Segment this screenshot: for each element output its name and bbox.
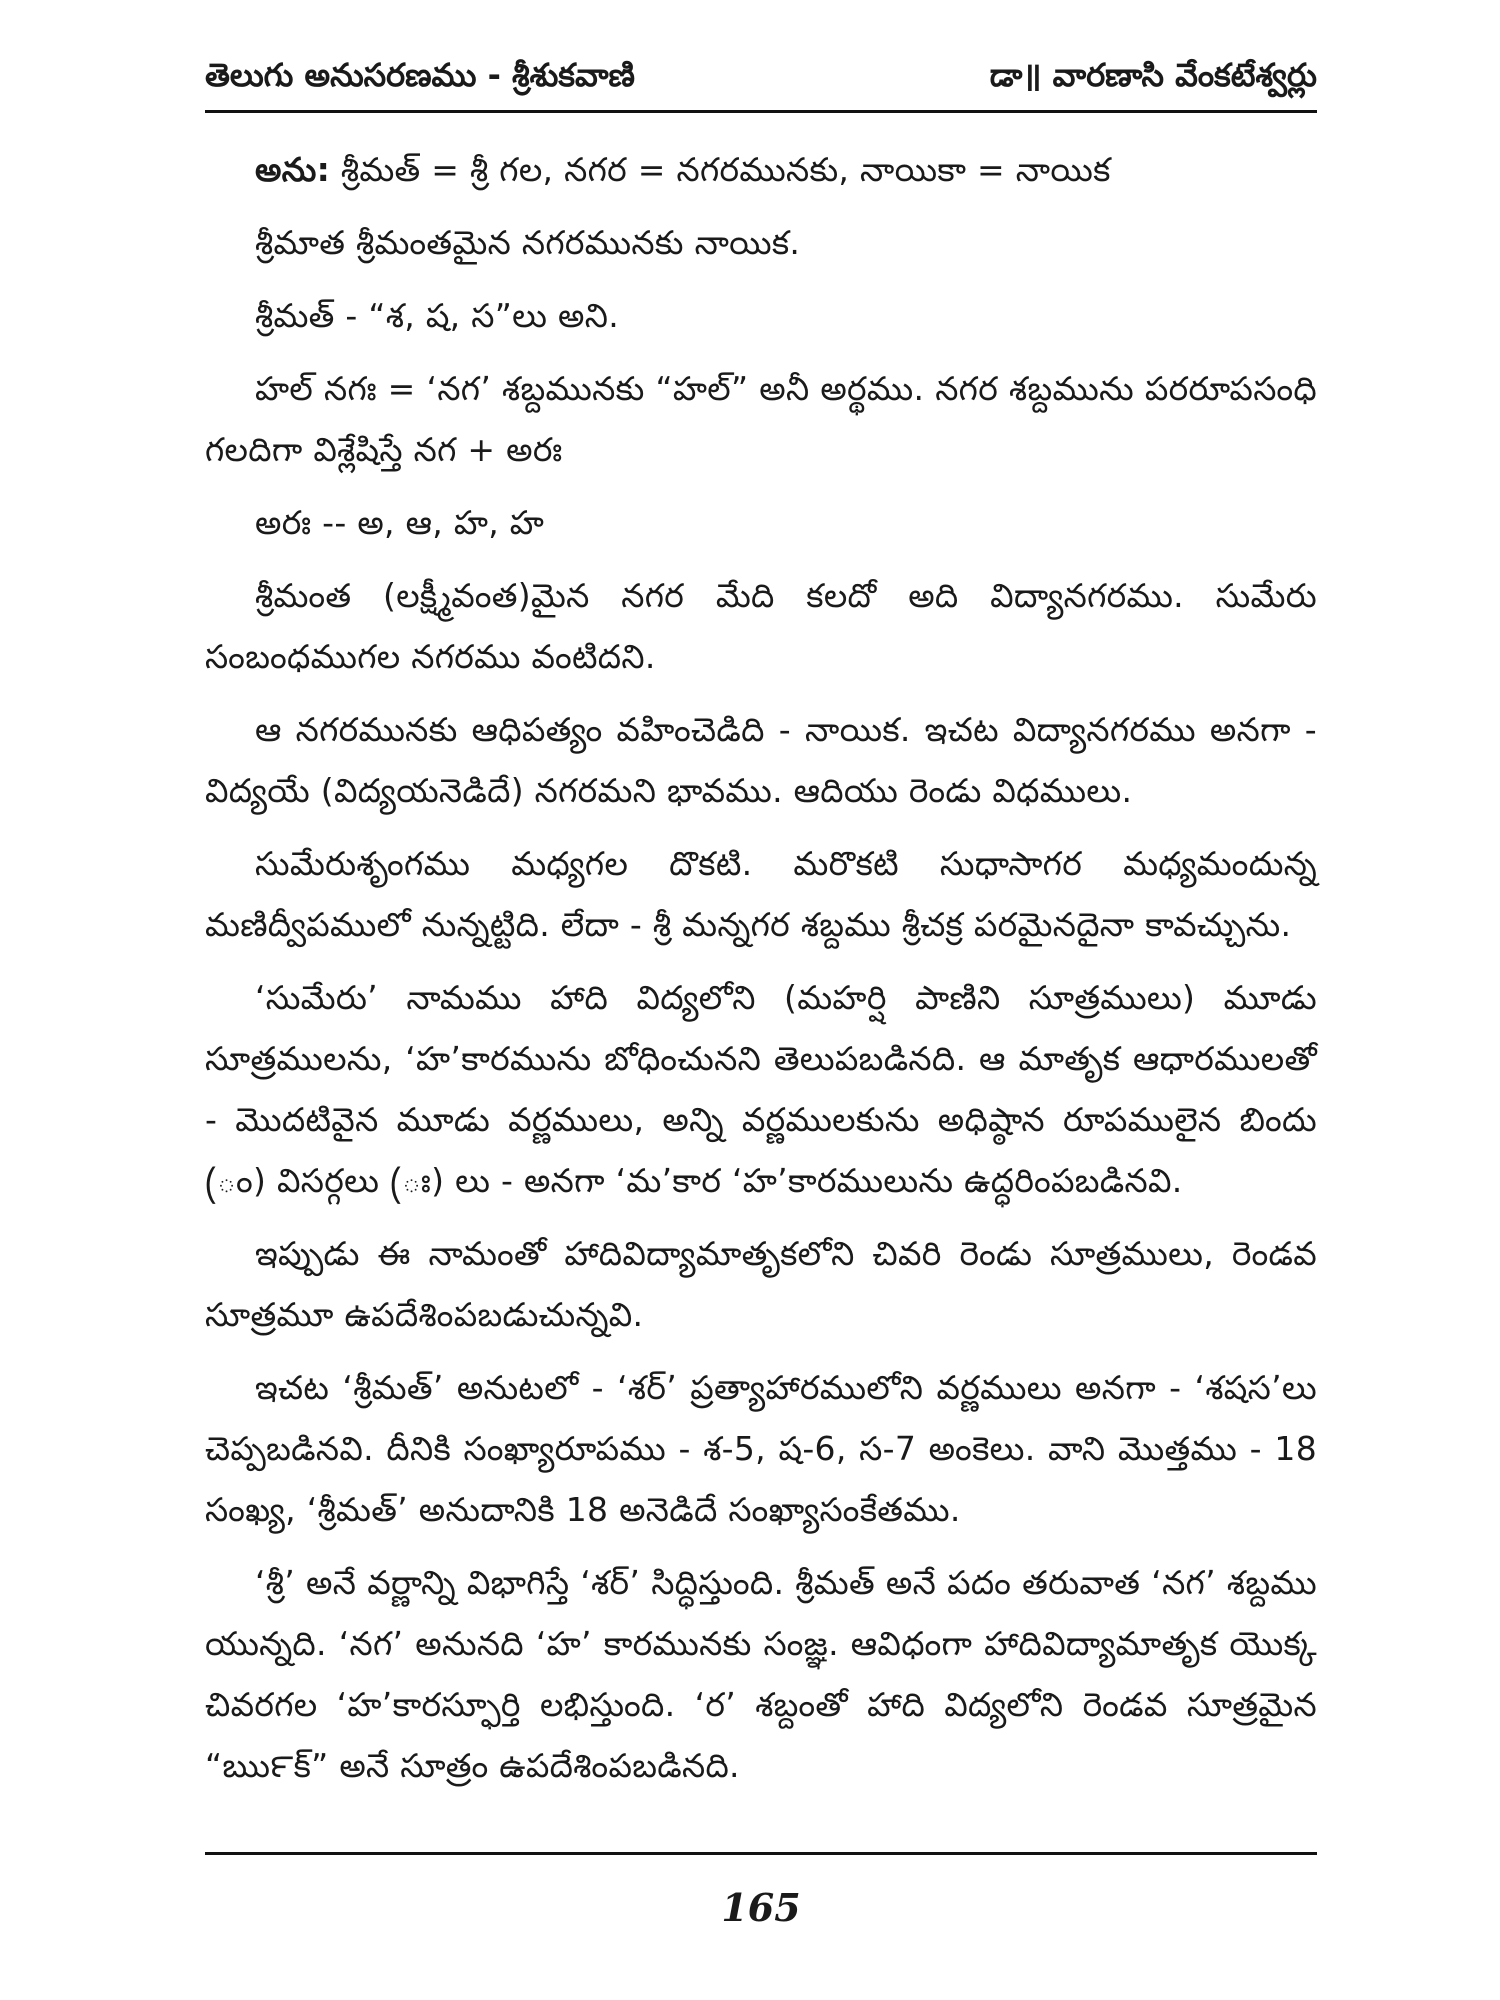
- paragraph-9: ‘సుమేరు’ నామము హాది విద్యలోని (మహర్షి పాణిని సూత్రములు) మూడు సూత్రములను, ‘హ’కారమును బోధించునని తెలుపబడినది. ఆ మాతృక ఆధారములతో - మొదటివైన మూడు వర్ణములు, అన్ని వర్ణములకును అధిష్ఠాన రూపములైన బిందు (ం) విసర్గలు (ః) లు - అనగా ‘మ’కార ‘హ’కారములును ఉద్ధరింపబడినవి.: [205, 978, 1317, 1200]
- footer-divider: [205, 1852, 1317, 1855]
- paragraph-8: సుమేరుశృంగము మధ్యగల దొకటి. మరొకటి సుధాసాగర మధ్యమందున్న మణిద్వీపములో నున్నట్టిది. లేదా - శ్రీ మన్నగర శబ్దము శ్రీచక్ర పరమైనదైనా కావచ్చును.: [205, 844, 1317, 944]
- header-divider: [205, 110, 1317, 113]
- paragraph-11: ఇచట ‘శ్రీమత్’ అనుటలో - ‘శర్’ ప్రత్యాహారములోని వర్ణములు అనగా - ‘శషస’లు చెప్పబడినవి. దీనికి సంఖ్యారూపము - శ-5, ష-6, స-7 అంకెలు. వాని మొత్తము - 18 సంఖ్య, ‘శ్రీమత్’ అనుదానికి 18 అనెడిదే సంఖ్యాసంకేతము.: [205, 1368, 1317, 1529]
- page-number: 165: [721, 1885, 801, 1930]
- paragraph-2: శ్రీమాత శ్రీమంతమైన నగరమునకు నాయిక.: [255, 223, 801, 262]
- paragraph-1-lead: అను:: [255, 150, 331, 189]
- paragraph-10: ఇప్పుడు ఈ నామంతో హాదివిద్యామాతృకలోని చివరి రెండు సూత్రములు, రెండవ సూత్రమూ ఉపదేశింపబడుచున్నవి.: [205, 1234, 1317, 1334]
- paragraph-1: [205, 139, 1317, 200]
- paragraph-5: అరః -- అ, ఆ, హ, హ: [255, 503, 545, 542]
- running-header: [205, 40, 1317, 110]
- paragraph-1-text: శ్రీమత్ = శ్రీ గల, నగర = నగరమునకు, నాయికా = నాయిక: [330, 150, 1111, 189]
- paragraph-4: హల్ నగః = ‘నగ’ శబ్దమునకు “హల్” అనీ అర్థము. నగర శబ్దమును పరరూపసంధి గలదిగా విశ్లేషిస్తే నగ + అరః: [205, 369, 1317, 469]
- paragraph-12: ‘శ్రీ’ అనే వర్ణాన్ని విభాగిస్తే ‘శర్’ సిద్ధిస్తుంది. శ్రీమత్ అనే పదం తరువాత ‘నగ’ శబ్దము యున్నది. ‘నగ’ అనునది ‘హ’ కారమునకు సంజ్ఞ. ఆవిధంగా హాదివిద్యామాతృక యొక్క చివరగల ‘హ’కారస్ఫూర్తి లభిస్తుంది. ‘ర’ శబ్దంతో హాది విద్యలోని రెండవ సూత్రమైన “ఋ౯క్” అనే సూత్రం ఉపదేశింపబడినది.: [205, 1563, 1317, 1785]
- page-body: [205, 139, 1317, 1796]
- paragraph-6: శ్రీమంత (లక్ష్మీవంత)మైన నగర మేది కలదో అది విద్యానగరము. సుమేరు సంబంధముగల నగరము వంటిదని.: [205, 576, 1317, 676]
- book-page: [205, 40, 1317, 1970]
- paragraph-3: శ్రీమత్ - “శ, ష, స”లు అని.: [255, 296, 619, 335]
- header-author: డా॥ వారణాసి వేంకటేశ్వర్లు: [989, 56, 1317, 94]
- header-book-title: తెలుగు అనుసరణము - శ్రీశుకవాణి: [205, 56, 635, 94]
- paragraph-7: ఆ నగరమునకు ఆధిపత్యం వహించెడిది - నాయిక. ఇచట విద్యానగరము అనగా - విద్యయే (విద్యయనెడిదే) నగరమని భావము. ఆదియు రెండు విధములు.: [205, 710, 1317, 810]
